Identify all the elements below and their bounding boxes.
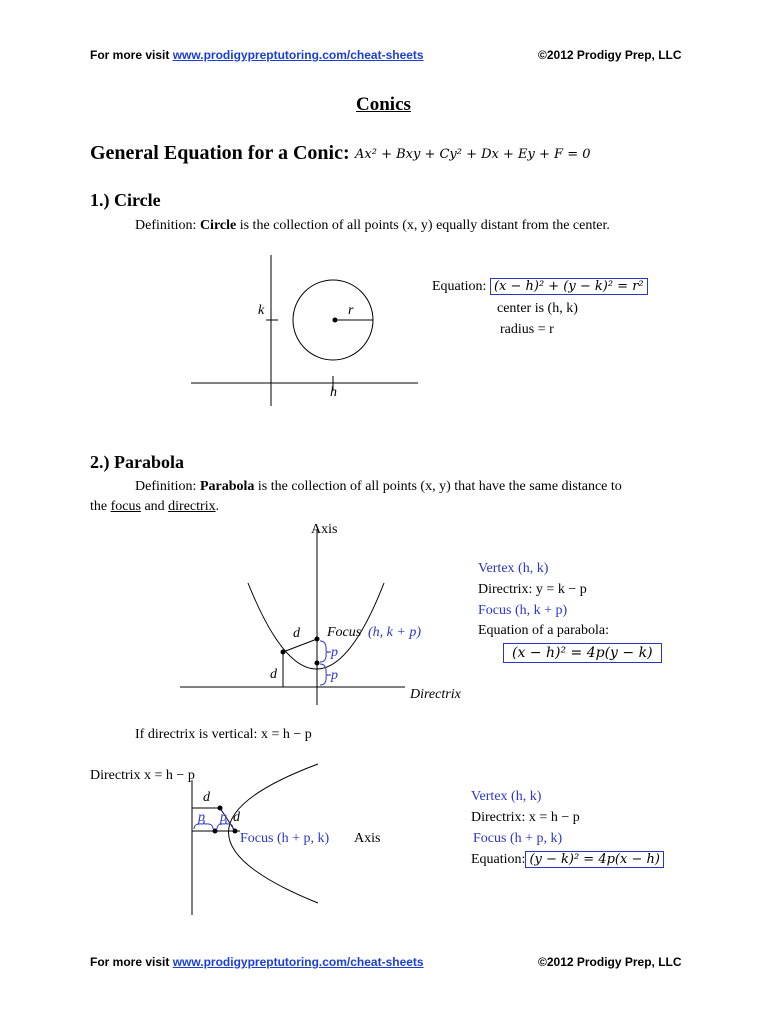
general-equation: Ax² + Bxy + Cy² + Dx + Ey + F = 0 bbox=[355, 147, 591, 162]
circle-def-term: Circle bbox=[199, 218, 237, 233]
hparabola-p-label-2: p bbox=[220, 810, 227, 825]
parabola-p-label-2: p bbox=[331, 668, 338, 683]
circle-k-label: k bbox=[258, 303, 265, 318]
parabola-def-rest: is the collection of all points (x, y) that have the same distance to bbox=[254, 479, 622, 494]
circle-center: center is (h, k) bbox=[497, 301, 578, 316]
parabola-axis-label: Axis bbox=[311, 522, 338, 537]
header-link[interactable]: www.prodigypreptutoring.com/cheat-sheets bbox=[172, 48, 424, 62]
circle-def-rest: is the collection of all points (x, y) equally distant from the center. bbox=[236, 218, 610, 233]
parabola-curve bbox=[248, 583, 384, 669]
parabola-focus-coords: (h, k + p) bbox=[368, 625, 421, 640]
hparabola-directrix-eq: Directrix: x = h − p bbox=[471, 810, 580, 825]
hparabola-equation-label: Equation: bbox=[471, 852, 526, 867]
hparabola-d-label-2: d bbox=[233, 810, 240, 825]
circle-equation-label: Equation: bbox=[432, 279, 487, 294]
parabola-p-brace-bottom bbox=[320, 664, 331, 685]
parabola-def-line2-prefix: the bbox=[90, 499, 111, 514]
footer-prefix: For more visit bbox=[90, 955, 173, 969]
circle-diagram bbox=[191, 255, 418, 406]
parabola-point-dot bbox=[281, 650, 286, 655]
hparabola-axis-label: Axis bbox=[354, 831, 381, 846]
parabola-heading: 2.) Parabola bbox=[90, 452, 184, 472]
parabola-focus-segment bbox=[283, 639, 317, 652]
circle-radius: radius = r bbox=[500, 322, 554, 337]
parabola-directrix-eq: Directrix: y = k − p bbox=[478, 582, 587, 597]
parabola-focus-label: Focus bbox=[327, 625, 362, 640]
parabola-d-label-1: d bbox=[293, 626, 300, 641]
circle-equation: (x − h)² + (y − k)² = r² bbox=[490, 278, 648, 295]
hparabola-vertex-dot bbox=[213, 829, 218, 834]
general-equation-label: General Equation for a Conic: bbox=[90, 142, 350, 164]
parabola-def-focus: focus bbox=[110, 499, 141, 514]
hparabola-focus-dot bbox=[233, 829, 238, 834]
parabola-p-label-1: p bbox=[331, 645, 338, 660]
parabola-focus: Focus (h, k + p) bbox=[478, 603, 568, 618]
parabola-def-term: Parabola bbox=[199, 479, 255, 494]
parabola-p-brace-top bbox=[320, 641, 331, 662]
parabola-equation-label: Equation of a parabola: bbox=[478, 623, 610, 638]
hparabola-equation-row bbox=[471, 852, 664, 868]
parabola-def-and: and bbox=[140, 499, 169, 514]
hparabola-p-label-1: p bbox=[198, 810, 205, 825]
parabola-vertex: Vertex (h, k) bbox=[478, 561, 549, 576]
parabola-def-directrix: directrix bbox=[168, 499, 216, 514]
vertical-directrix-note: If directrix is vertical: x = h − p bbox=[135, 727, 312, 742]
circle-equation-row bbox=[432, 279, 648, 295]
page-footer bbox=[90, 955, 424, 969]
parabola-def-prefix: Definition: bbox=[135, 479, 200, 494]
circle-heading: 1.) Circle bbox=[90, 190, 161, 210]
parabola-definition-line-2 bbox=[90, 499, 219, 515]
parabola-focus-dot bbox=[315, 637, 320, 642]
parabola-def-end: . bbox=[215, 499, 220, 514]
parabola-vertex-dot bbox=[315, 661, 320, 666]
header-copyright: ©2012 Prodigy Prep, LLC bbox=[538, 48, 682, 62]
parabola-diagram bbox=[180, 522, 462, 705]
hparabola-directrix-label: Directrix x = h − p bbox=[90, 768, 195, 783]
hparabola-equation: (y − k)² = 4p(x − h) bbox=[525, 851, 664, 868]
footer-copyright: ©2012 Prodigy Prep, LLC bbox=[538, 955, 682, 969]
hparabola-vertex: Vertex (h, k) bbox=[471, 789, 542, 804]
parabola-d-label-2: d bbox=[270, 667, 277, 682]
circle-def-prefix: Definition: bbox=[135, 218, 200, 233]
parabola-directrix-label: Directrix bbox=[410, 687, 461, 702]
footer-link[interactable]: www.prodigypreptutoring.com/cheat-sheets bbox=[172, 955, 424, 969]
page-title: Conics bbox=[356, 94, 411, 115]
header-prefix: For more visit bbox=[90, 48, 173, 62]
circle-h-label: h bbox=[330, 385, 337, 400]
hparabola-focus-label: Focus (h + p, k) bbox=[240, 831, 330, 846]
circle-r-label: r bbox=[348, 303, 354, 318]
parabola-definition-line-1 bbox=[135, 479, 622, 495]
hparabola-d-label-1: d bbox=[203, 790, 210, 805]
hparabola-focus: Focus (h + p, k) bbox=[473, 831, 563, 846]
parabola-equation: (x − h)² = 4p(y − k) bbox=[503, 643, 662, 663]
